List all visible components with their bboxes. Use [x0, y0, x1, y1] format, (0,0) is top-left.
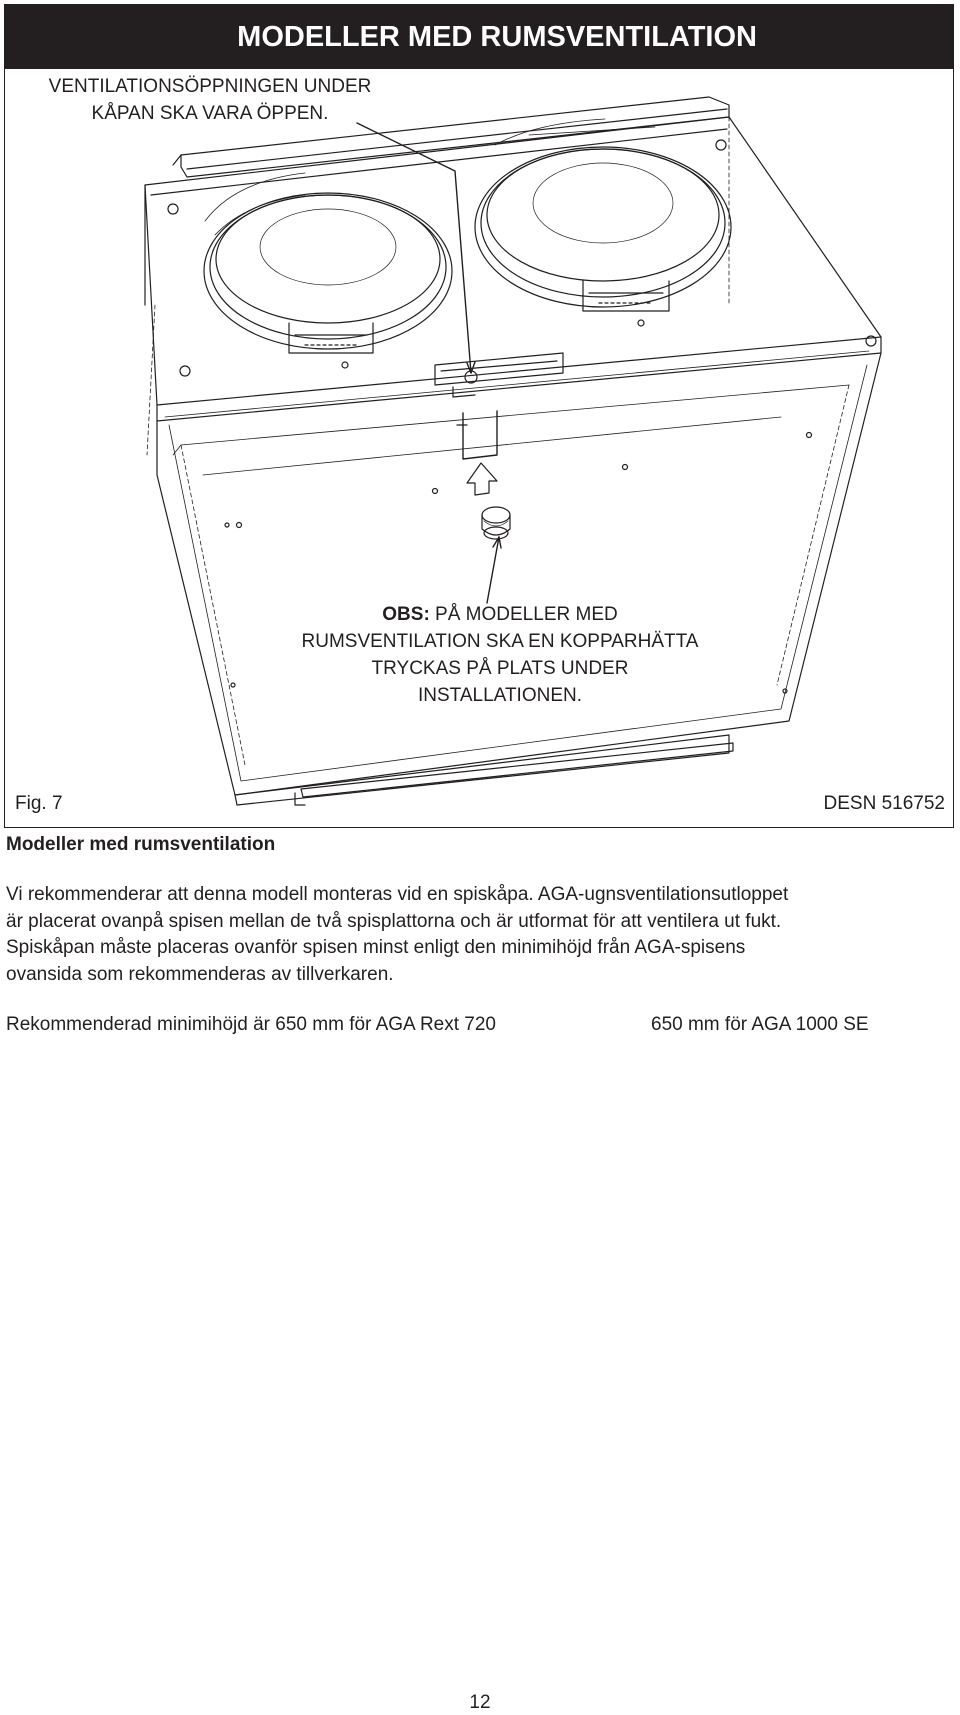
top-plate	[145, 117, 881, 455]
figure-box	[4, 4, 954, 828]
page-number: 12	[469, 1692, 491, 1713]
figure-number: Fig. 7	[15, 793, 63, 814]
obs-line4: INSTALLATIONEN.	[418, 685, 582, 706]
design-number: DESN 516752	[823, 793, 945, 814]
front-panel	[157, 353, 881, 795]
base-plinth	[235, 735, 733, 805]
paragraph-line: Spiskåpan måste placeras ovanför spisen minst enligt den minimihöjd från AGA-spisens	[6, 937, 746, 958]
arrow-up-icon	[467, 463, 497, 495]
recommendation-1000se: 650 mm för AGA 1000 SE	[651, 1014, 869, 1035]
leader-lines	[357, 123, 501, 603]
obs-label: OBS:	[382, 604, 430, 625]
vent-bracket	[435, 353, 563, 397]
paragraph-line: Vi rekommenderar att denna modell monteras vid en spiskåpa. AGA-ugnsventilationsutloppet	[6, 884, 789, 905]
section-title: Modeller med rumsventilation	[6, 834, 276, 855]
paragraph-line: är placerat ovanpå spisen mellan de två spisplattorna och är utformat för att ventilera ut fukt.	[6, 910, 782, 932]
obs-line1: PÅ MODELLER MED	[429, 604, 618, 625]
recommendation-rext: Rekommenderad minimihöjd är 650 mm för AGA Rext 720	[6, 1014, 496, 1035]
callout-obs	[250, 601, 750, 709]
callout-top-line1: VENTILATIONSÖPPNINGEN UNDER	[48, 76, 372, 97]
paragraph-line: ovansida som rekommenderas av tillverkaren.	[6, 963, 394, 985]
body-paragraph	[6, 882, 951, 988]
hotplate-lid-left	[204, 173, 452, 368]
figure-title: MODELLER MED RUMSVENTILATION	[237, 20, 757, 53]
hotplate-lid-right	[475, 119, 731, 326]
copper-cap	[482, 507, 510, 539]
obs-line2: RUMSVENTILATION SKA EN KOPPARHÄTTA	[301, 631, 699, 652]
callout-vent-opening	[25, 73, 395, 127]
callout-top-line2: KÅPAN SKA VARA ÖPPEN.	[91, 103, 329, 124]
obs-line3: TRYCKAS PÅ PLATS UNDER	[371, 658, 629, 679]
